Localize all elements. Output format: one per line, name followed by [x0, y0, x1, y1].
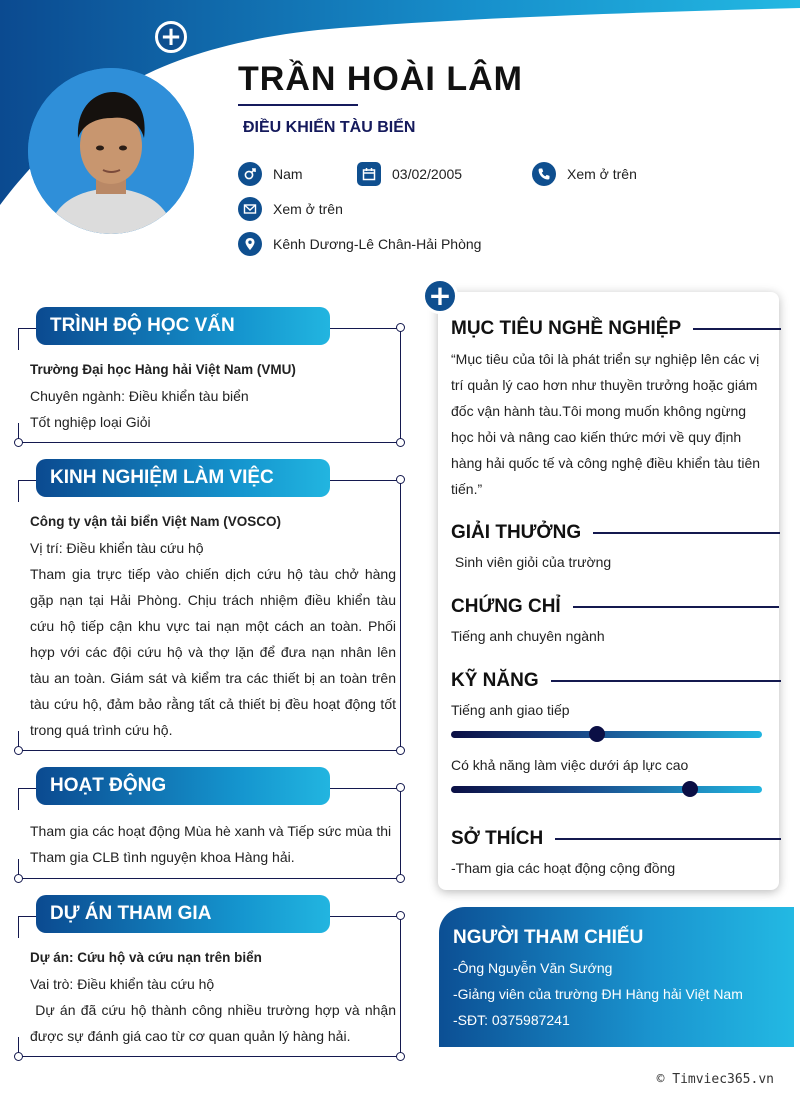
address-info: [238, 232, 481, 256]
name-underline: [238, 104, 358, 106]
education-title: TRÌNH ĐỘ HỌC VẤN: [36, 307, 330, 345]
phone-info: [532, 162, 637, 186]
gender-value: Nam: [273, 166, 303, 182]
references-title: NGƯỜI THAM CHIẾU: [453, 927, 644, 948]
activities-body: [30, 818, 396, 870]
hobbies-text: -Tham gia các hoạt động cộng đồng: [451, 860, 676, 876]
email-value: Xem ở trên: [273, 201, 343, 217]
email-info: [238, 197, 343, 221]
activities-title: HOẠT ĐỘNG: [36, 767, 330, 805]
gender-icon: [238, 162, 262, 186]
skill-level-bar: [451, 731, 762, 738]
awards-heading: [451, 522, 780, 544]
skills-title: KỸ NĂNG: [451, 670, 539, 691]
birthdate-info: [357, 162, 462, 186]
frame-dot: [14, 438, 23, 447]
frame-dot: [396, 783, 405, 792]
skills-heading: [451, 670, 781, 692]
experience-title: KINH NGHIỆM LÀM VIỆC: [36, 459, 330, 497]
frame-dot: [396, 438, 405, 447]
grade: Tốt nghiệp loại Giỏi: [30, 414, 151, 430]
education-body: [30, 357, 396, 435]
projects-title: DỰ ÁN THAM GIA: [36, 895, 330, 933]
job-title: ĐIỀU KHIỂN TÀU BIỂN: [243, 119, 416, 136]
awards-title: GIẢI THƯỞNG: [451, 522, 582, 543]
hobbies-heading: [451, 828, 781, 850]
heading-rule: [573, 606, 779, 607]
skill-level-bar: [451, 786, 762, 793]
phone-value: Xem ở trên: [567, 166, 637, 182]
address-value: Kênh Dương-Lê Chân-Hải Phòng: [273, 236, 482, 252]
reference-line: -SĐT: 0375987241: [453, 1012, 570, 1028]
copyright-text: © Timviec365.vn: [656, 1072, 774, 1087]
candidate-name: TRẦN HOÀI LÂM: [238, 60, 523, 98]
frame-dot: [14, 874, 23, 883]
company-name: Công ty vận tải biển Việt Nam (VOSCO): [30, 514, 282, 529]
envelope-icon: [238, 197, 262, 221]
objective-heading: [451, 318, 781, 340]
avatar: [28, 68, 194, 234]
gender-info: [238, 162, 303, 186]
skill-name: Tiếng anh giao tiếp: [451, 702, 570, 718]
hobbies-title: SỞ THÍCH: [451, 828, 544, 849]
heading-rule: [593, 532, 780, 533]
experience-body: [30, 509, 396, 743]
calendar-icon: [357, 162, 381, 186]
certificates-title: CHỨNG CHỈ: [451, 596, 561, 617]
frame-dot: [396, 911, 405, 920]
frame-dot: [396, 746, 405, 755]
reference-line: -Giảng viên của trường ĐH Hàng hải Việt Nam: [453, 986, 743, 1002]
certificates-text: Tiếng anh chuyên ngành: [451, 628, 605, 644]
project-name: Dự án: Cứu hộ và cứu nạn trên biển: [30, 950, 262, 965]
location-pin-icon: [238, 232, 262, 256]
skill-name: Có khả năng làm việc dưới áp lực cao: [451, 757, 689, 773]
objective-title: MỤC TIÊU NGHỀ NGHIỆP: [451, 318, 682, 339]
activity-line: Tham gia các hoạt động Mùa hè xanh và Tiếp sức mùa thi: [30, 823, 392, 839]
frame-dot: [14, 1052, 23, 1061]
heading-rule: [693, 328, 781, 329]
awards-text: Sinh viên giỏi của trường: [451, 554, 612, 570]
position: Vị trí: Điều khiển tàu cứu hộ: [30, 540, 204, 556]
heading-rule: [555, 838, 781, 839]
frame-dot: [396, 874, 405, 883]
project-role: Vai trò: Điều khiển tàu cứu hộ: [30, 976, 215, 992]
objective-text: “Mục tiêu của tôi là phát triển sự nghiệp lên các vị trí quản lý cao hơn như thuyền trưởng hoặc giám đốc vận hành tàu.Tôi mong muốn không ngừng học hỏi và nâng cao kiến thức mới về quy định hàng hải quốc tế và công nghệ điều khiển tàu tiên tiến.”: [451, 351, 761, 497]
birthdate-value: 03/02/2005: [392, 166, 463, 182]
frame-dot: [396, 1052, 405, 1061]
frame-dot: [14, 746, 23, 755]
heading-rule: [551, 680, 781, 681]
plus-icon: +: [422, 278, 458, 314]
certificates-heading: [451, 596, 779, 618]
frame-dot: [396, 323, 405, 332]
frame-dot: [396, 475, 405, 484]
projects-body: [30, 945, 400, 1049]
plus-icon: +: [155, 21, 187, 53]
major: Chuyên ngành: Điều khiển tàu biển: [30, 388, 249, 404]
school-name: Trường Đại học Hàng hải Việt Nam (VMU): [30, 362, 296, 377]
project-description: Dự án đã cứu hộ thành công nhiều trường hợp và nhận được sự đánh giá cao từ cơ quan quản lý hàng hải.: [30, 1002, 400, 1044]
reference-line: -Ông Nguyễn Văn Sướng: [453, 960, 613, 976]
references-box: [439, 907, 794, 1047]
activity-line: Tham gia CLB tình nguyện khoa Hàng hải.: [30, 849, 295, 865]
experience-description: Tham gia trực tiếp vào chiến dịch cứu hộ tàu chở hàng gặp nạn tại Hải Phòng. Chịu trách nhiệm điều khiển tàu cứu hộ tiếp cận khu vực tai nạn một cách an toàn. Phối hợp với các đội cứu hộ và thợ lặn để đưa nạn nhân lên tàu an toàn. Giám sát và kiểm tra các thiết bị an toàn trên tàu cứu hộ, đảm bảo rằng tất cả thiết bị đều hoạt động tốt trong quá trình cứu hộ.: [30, 566, 396, 738]
phone-icon: [532, 162, 556, 186]
